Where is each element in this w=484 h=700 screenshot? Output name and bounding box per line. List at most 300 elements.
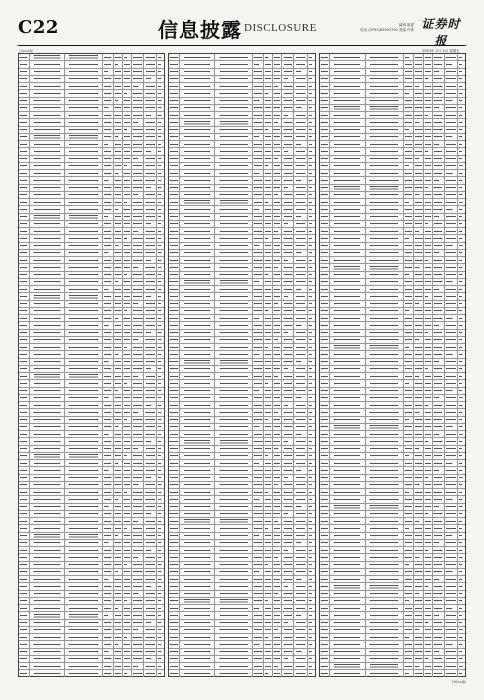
cell-text-mark <box>254 658 261 659</box>
cell-text-mark <box>265 463 271 464</box>
cell-text-mark <box>415 557 419 558</box>
table-cell <box>445 417 458 423</box>
cell-text-mark <box>34 521 60 522</box>
table-cell <box>19 243 30 249</box>
table-cell <box>215 69 253 75</box>
cell-text-mark <box>20 187 27 188</box>
cell-text-mark <box>220 121 248 122</box>
table-cell <box>445 257 458 263</box>
table-cell <box>103 127 114 133</box>
table-cell <box>366 424 404 430</box>
table-cell <box>132 583 144 589</box>
cell-text-mark <box>20 397 27 398</box>
table-cell <box>30 279 65 285</box>
table-cell <box>123 620 132 626</box>
cell-text-mark <box>446 115 455 116</box>
table-cell <box>19 460 30 466</box>
table-cell <box>424 192 433 198</box>
cell-text-mark <box>184 310 210 311</box>
table-cell <box>114 598 123 604</box>
cell-text-mark <box>309 347 312 348</box>
table-cell <box>294 177 307 183</box>
table-cell <box>282 634 294 640</box>
cell-text-mark <box>321 71 328 72</box>
cell-text-mark <box>184 593 210 594</box>
cell-text-mark <box>459 325 462 326</box>
cell-text-mark <box>115 165 121 166</box>
cell-text-mark <box>158 506 161 507</box>
table-cell <box>273 105 282 111</box>
table-row <box>320 446 465 453</box>
cell-text-mark <box>370 354 398 355</box>
cell-text-mark <box>115 564 121 565</box>
cell-text-mark <box>158 151 161 152</box>
table-row <box>320 221 465 228</box>
cell-text-mark <box>446 557 455 558</box>
cell-text-mark <box>184 318 210 319</box>
table-cell <box>433 511 445 517</box>
table-cell <box>65 511 103 517</box>
table-cell <box>132 605 144 611</box>
cell-text-mark <box>434 115 442 116</box>
table-cell <box>424 402 433 408</box>
table-cell <box>445 409 458 415</box>
table-cell <box>330 380 365 386</box>
table-cell <box>330 134 365 140</box>
table-cell <box>424 627 433 633</box>
table-cell <box>424 388 433 394</box>
cell-text-mark <box>265 202 269 203</box>
table-cell <box>144 569 157 575</box>
cell-text-mark <box>446 651 455 652</box>
table-cell <box>169 279 180 285</box>
table-cell <box>433 554 445 560</box>
table-cell <box>273 83 282 89</box>
cell-text-mark <box>133 586 141 587</box>
cell-text-mark <box>284 93 292 94</box>
table-cell <box>273 76 282 82</box>
table-cell <box>433 206 445 212</box>
cell-text-mark <box>220 528 248 529</box>
cell-text-mark <box>34 484 60 485</box>
table-cell <box>433 446 445 452</box>
table-cell <box>264 554 273 560</box>
table-cell <box>414 402 423 408</box>
cell-text-mark <box>321 187 328 188</box>
cell-text-mark <box>220 325 248 326</box>
cell-text-mark <box>158 564 161 565</box>
table-cell <box>144 272 157 278</box>
table-cell <box>169 453 180 459</box>
cell-text-mark <box>274 579 280 580</box>
table-cell <box>445 554 458 560</box>
cell-text-mark <box>133 107 141 108</box>
cell-text-mark <box>254 521 261 522</box>
contact-line: 电话 (0755)83501750 美编 许伟 <box>360 28 414 32</box>
cell-text-mark <box>296 673 305 674</box>
table-cell <box>458 61 465 67</box>
table-cell <box>144 344 157 350</box>
table-row <box>320 605 465 612</box>
table-cell <box>144 620 157 626</box>
cell-text-mark <box>115 78 121 79</box>
table-cell <box>157 431 164 437</box>
table-cell <box>253 533 264 539</box>
table-cell <box>132 627 144 633</box>
table-cell <box>320 344 331 350</box>
cell-text-mark <box>425 107 431 108</box>
table-cell <box>414 243 423 249</box>
table-row <box>19 90 164 97</box>
table-cell <box>308 192 315 198</box>
table-cell <box>180 250 215 256</box>
table-cell <box>180 322 215 328</box>
cell-text-mark <box>133 383 141 384</box>
cell-text-mark <box>425 274 431 275</box>
cell-text-mark <box>309 252 312 253</box>
cell-text-mark <box>274 115 280 116</box>
cell-text-mark <box>124 223 130 224</box>
table-cell <box>445 518 458 524</box>
cell-text-mark <box>146 180 155 181</box>
cell-text-mark <box>265 477 271 478</box>
cell-text-mark <box>434 78 442 79</box>
cell-text-mark <box>34 274 60 275</box>
table-cell <box>132 649 144 655</box>
table-cell <box>445 272 458 278</box>
cell-text-mark <box>370 158 398 159</box>
table-row <box>169 286 314 293</box>
cell-text-mark <box>158 571 161 572</box>
table-cell <box>308 663 315 669</box>
table-cell <box>433 562 445 568</box>
cell-text-mark <box>104 492 111 493</box>
table-cell <box>253 322 264 328</box>
table-cell <box>215 98 253 104</box>
table-cell <box>180 127 215 133</box>
cell-text-mark <box>459 180 462 181</box>
cell-text-mark <box>265 629 271 630</box>
cell-text-mark <box>254 571 258 572</box>
table-cell <box>424 380 433 386</box>
table-cell <box>308 460 315 466</box>
table-row <box>169 257 314 264</box>
cell-text-mark <box>124 136 130 137</box>
cell-text-mark <box>69 223 97 224</box>
cell-text-mark <box>405 173 412 174</box>
cell-text-mark <box>115 173 119 174</box>
table-cell <box>264 192 273 198</box>
table-cell <box>282 308 294 314</box>
table-cell <box>330 286 365 292</box>
cell-text-mark <box>425 245 431 246</box>
table-cell <box>433 656 445 662</box>
table-cell <box>414 69 423 75</box>
table-cell <box>366 511 404 517</box>
editor-credits <box>360 23 414 33</box>
table-cell <box>144 366 157 372</box>
table-cell <box>282 554 294 560</box>
table-cell <box>30 656 65 662</box>
cell-text-mark <box>284 274 292 275</box>
table-cell <box>132 569 144 575</box>
table-cell <box>458 467 465 473</box>
cell-text-mark <box>124 310 128 311</box>
table-cell <box>157 475 164 481</box>
cell-text-mark <box>170 245 177 246</box>
table-cell <box>169 467 180 473</box>
table-cell <box>308 482 315 488</box>
table-cell <box>404 163 415 169</box>
table-cell <box>273 395 282 401</box>
table-cell <box>445 148 458 154</box>
table-row <box>19 293 164 300</box>
cell-text-mark <box>334 296 360 297</box>
cell-text-mark <box>459 354 462 355</box>
cell-text-mark <box>133 506 141 507</box>
table-cell <box>414 90 423 96</box>
cell-text-mark <box>415 506 421 507</box>
cell-text-mark <box>184 405 210 406</box>
table-cell <box>30 511 65 517</box>
cell-text-mark <box>146 64 155 65</box>
cell-text-mark <box>254 223 261 224</box>
cell-text-mark <box>124 245 130 246</box>
table-row <box>169 76 314 83</box>
table-cell <box>30 61 65 67</box>
table-cell <box>414 634 423 640</box>
table-cell <box>404 612 415 618</box>
table-cell <box>294 395 307 401</box>
cell-text-mark <box>296 86 305 87</box>
cell-text-mark <box>334 100 360 101</box>
cell-text-mark <box>309 463 312 464</box>
table-cell <box>123 547 132 553</box>
table-cell <box>294 293 307 299</box>
cell-text-mark <box>158 64 161 65</box>
cell-text-mark <box>321 513 328 514</box>
cell-text-mark <box>115 419 121 420</box>
cell-text-mark <box>309 521 312 522</box>
table-cell <box>144 409 157 415</box>
cell-text-mark <box>104 122 111 123</box>
table-row <box>19 301 164 308</box>
table-cell <box>273 192 282 198</box>
table-cell <box>308 634 315 640</box>
cell-text-mark <box>405 86 412 87</box>
table-cell <box>366 620 404 626</box>
table-cell <box>132 105 144 111</box>
table-row <box>169 330 314 337</box>
cell-text-mark <box>220 165 248 166</box>
table-cell <box>123 112 132 118</box>
table-row <box>169 148 314 155</box>
cell-text-mark <box>115 513 121 514</box>
table-cell <box>103 214 114 220</box>
cell-text-mark <box>146 158 155 159</box>
table-cell <box>404 177 415 183</box>
cell-text-mark <box>284 151 289 152</box>
cell-text-mark <box>158 477 161 478</box>
table-cell <box>445 482 458 488</box>
table-cell <box>424 141 433 147</box>
table-cell <box>458 649 465 655</box>
table-cell <box>215 54 253 60</box>
table-cell <box>144 482 157 488</box>
table-cell <box>65 54 103 60</box>
table-cell <box>215 460 253 466</box>
cell-text-mark <box>34 295 60 296</box>
table-cell <box>294 467 307 473</box>
table-cell <box>103 301 114 307</box>
table-cell <box>433 540 445 546</box>
cell-text-mark <box>69 448 97 449</box>
cell-text-mark <box>459 455 462 456</box>
table-cell <box>30 112 65 118</box>
cell-text-mark <box>415 419 421 420</box>
table-cell <box>294 127 307 133</box>
table-cell <box>157 112 164 118</box>
table-cell <box>414 76 423 82</box>
cell-text-mark <box>434 455 442 456</box>
table-cell <box>458 569 465 575</box>
table-cell <box>282 569 294 575</box>
cell-text-mark <box>34 144 60 145</box>
cell-text-mark <box>220 593 248 594</box>
table-cell <box>294 620 307 626</box>
table-cell <box>294 641 307 647</box>
table-cell <box>180 163 215 169</box>
cell-text-mark <box>459 223 462 224</box>
cell-text-mark <box>69 470 97 471</box>
table-cell <box>132 156 144 162</box>
cell-text-mark <box>254 339 261 340</box>
cell-text-mark <box>220 151 248 152</box>
table-cell <box>414 141 423 147</box>
table-cell <box>169 192 180 198</box>
table-cell <box>320 315 331 321</box>
table-cell <box>366 496 404 502</box>
cell-text-mark <box>158 361 161 362</box>
table-cell <box>458 634 465 640</box>
table-cell <box>294 214 307 220</box>
cell-text-mark <box>284 666 292 667</box>
cell-text-mark <box>170 158 177 159</box>
table-row <box>320 627 465 634</box>
table-cell <box>144 649 157 655</box>
cell-text-mark <box>274 455 280 456</box>
cell-text-mark <box>170 506 177 507</box>
table-cell <box>445 395 458 401</box>
table-cell <box>433 61 445 67</box>
table-cell <box>30 438 65 444</box>
table-cell <box>30 402 65 408</box>
cell-text-mark <box>104 666 111 667</box>
cell-text-mark <box>146 622 151 623</box>
table-cell <box>180 605 215 611</box>
table-row <box>320 177 465 184</box>
table-cell <box>169 547 180 553</box>
cell-text-mark <box>309 383 312 384</box>
table-cell <box>366 663 404 669</box>
cell-text-mark <box>184 629 210 630</box>
table-cell <box>65 547 103 553</box>
cell-text-mark <box>254 484 261 485</box>
cell-text-mark <box>296 136 305 137</box>
cell-text-mark <box>446 93 455 94</box>
table-cell <box>253 446 264 452</box>
cell-text-mark <box>20 658 27 659</box>
cell-text-mark <box>184 332 210 333</box>
table-cell <box>103 670 114 676</box>
table-cell <box>157 308 164 314</box>
table-cell <box>294 388 307 394</box>
cell-text-mark <box>115 637 121 638</box>
table-cell <box>445 496 458 502</box>
table-cell <box>273 177 282 183</box>
cell-text-mark <box>158 492 161 493</box>
table-cell <box>320 286 331 292</box>
table-cell <box>414 264 423 270</box>
table-cell <box>330 54 365 60</box>
table-row <box>19 438 164 445</box>
cell-text-mark <box>220 622 248 623</box>
table-cell <box>273 533 282 539</box>
table-cell <box>273 119 282 125</box>
cell-text-mark <box>20 100 27 101</box>
cell-text-mark <box>309 122 312 123</box>
table-cell <box>215 112 253 118</box>
table-cell <box>366 112 404 118</box>
cell-text-mark <box>34 673 60 674</box>
cell-text-mark <box>220 564 248 565</box>
table-cell <box>282 605 294 611</box>
table-cell <box>19 467 30 473</box>
table-cell <box>404 54 415 60</box>
table-cell <box>282 380 294 386</box>
cell-text-mark <box>104 339 111 340</box>
cell-text-mark <box>334 64 360 65</box>
cell-text-mark <box>254 448 261 449</box>
cell-text-mark <box>309 57 312 58</box>
table-cell <box>330 460 365 466</box>
table-cell <box>19 504 30 510</box>
table-cell <box>282 199 294 205</box>
cell-text-mark <box>296 187 305 188</box>
cell-text-mark <box>170 600 177 601</box>
cell-text-mark <box>220 455 248 456</box>
table-cell <box>320 591 331 597</box>
table-cell <box>458 293 465 299</box>
table-row <box>19 344 164 351</box>
table-cell <box>144 518 157 524</box>
cell-text-mark <box>220 71 248 72</box>
cell-text-mark <box>434 86 442 87</box>
table-cell <box>253 467 264 473</box>
table-cell <box>180 206 215 212</box>
cell-text-mark <box>265 368 271 369</box>
table-cell <box>157 330 164 336</box>
cell-text-mark <box>370 593 398 594</box>
cell-text-mark <box>170 216 177 217</box>
cell-text-mark <box>309 318 312 319</box>
table-cell <box>330 417 365 423</box>
table-cell <box>123 634 132 640</box>
cell-text-mark <box>405 434 412 435</box>
cell-text-mark <box>146 405 151 406</box>
cell-text-mark <box>265 535 271 536</box>
table-cell <box>294 308 307 314</box>
